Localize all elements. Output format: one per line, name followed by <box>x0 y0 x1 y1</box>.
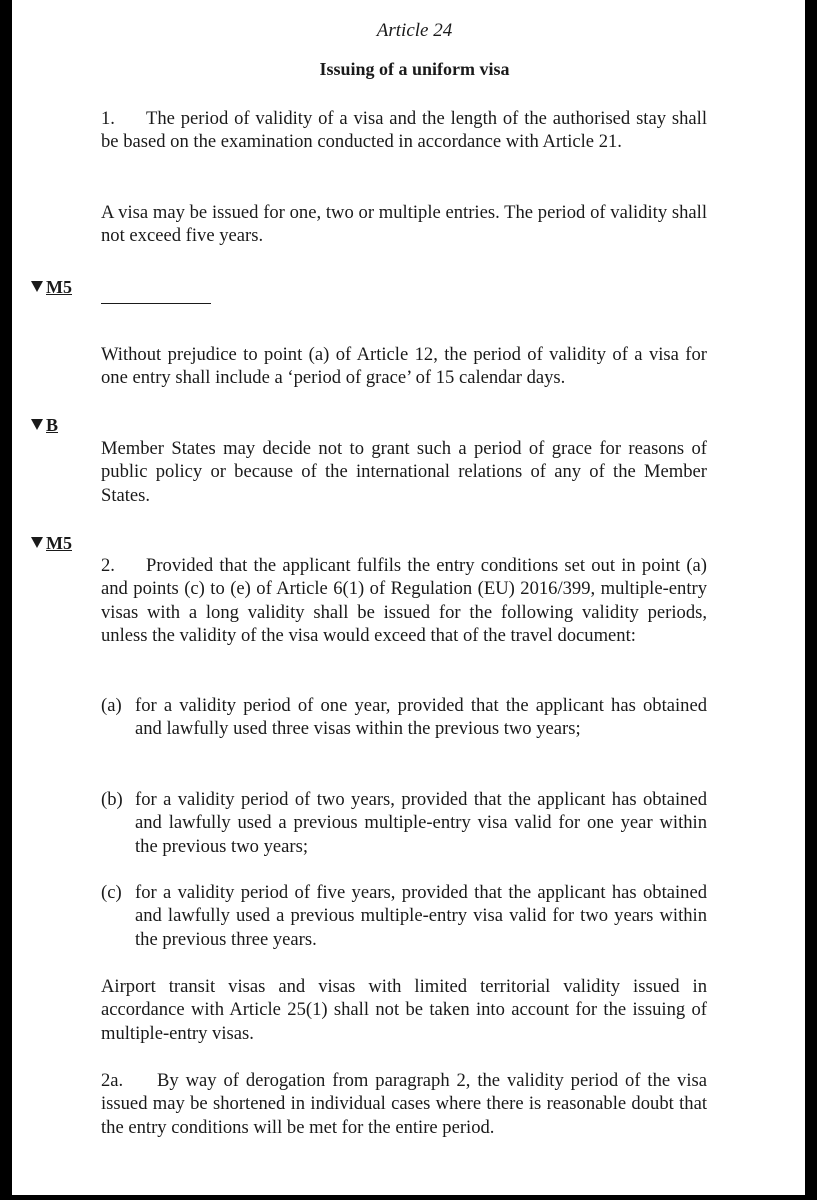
amendment-marker-m5 <box>31 532 72 554</box>
paragraph-2-text: Provided that the applicant fulfils the entry conditions set out in point (a) and points (c) to (e) of Article 6(1) of Regulation (EU) 2016/399, multiple-entry visas with a long validity shall be issued for the following validity periods, unless the validity of the visa would exceed that of the travel document: <box>101 555 707 647</box>
document-page <box>12 0 805 1195</box>
paragraph-1-number: 1. <box>101 108 115 129</box>
list-item-label: (b) <box>101 789 123 810</box>
marker-code: B <box>46 415 59 435</box>
member-states-paragraph: Member States may decide not to grant such a period of grace for reasons of public policy or because of the international relations of any of the Member States. <box>101 438 707 506</box>
list-item-text: for a validity period of five years, provided that the applicant has obtained and lawfully used a previous multiple-entry visa valid for two years within the previous three years. <box>135 882 707 950</box>
paragraph-1 <box>101 107 707 154</box>
list-item-text: for a validity period of one year, provided that the applicant has obtained and lawfully used three visas within the previous two years; <box>135 695 707 740</box>
airport-transit-paragraph: Airport transit visas and visas with limited territorial validity issued in accordance with Article 25(1) shall not be taken into account for the issuing of multiple-entry visas. <box>101 976 707 1044</box>
list-item <box>101 788 707 858</box>
marker-triangle-icon <box>31 419 43 430</box>
paragraph-2a-number: 2a. <box>101 1070 124 1091</box>
list-item <box>101 881 707 951</box>
paragraph-2a-text: By way of derogation from paragraph 2, the validity period of the visa issued may be shortened in individual cases where there is reasonable doubt that the entry conditions will be met for the entire period. <box>101 1070 707 1138</box>
grace-paragraph: Without prejudice to point (a) of Article 12, the period of validity of a visa for one entry shall include a ‘period of grace’ of 15 calendar days. <box>101 344 707 389</box>
paragraph-2a <box>101 1069 707 1139</box>
paragraph-2 <box>101 554 707 648</box>
marker-triangle-icon <box>31 281 43 292</box>
marker-code: M5 <box>46 277 72 297</box>
paragraph-1-text: The period of validity of a visa and the length of the authorised stay shall be based on the examination conducted in accordance with Article 21. <box>101 108 707 153</box>
list-item <box>101 694 707 741</box>
amendment-marker-m5 <box>31 276 72 298</box>
marker-code: M5 <box>46 533 72 553</box>
list-item-text: for a validity period of two years, provided that the applicant has obtained and lawfully used a previous multiple-entry visa valid for one year within the previous two years; <box>135 789 707 857</box>
paragraph-1-second: A visa may be issued for one, two or multiple entries. The period of validity shall not exceed five years. <box>101 202 707 247</box>
article-title: Issuing of a uniform visa <box>319 59 510 79</box>
list-item-label: (a) <box>101 695 122 716</box>
marker-triangle-icon <box>31 537 43 548</box>
deleted-text-rule <box>101 303 211 304</box>
article-number: Article 24 <box>376 20 453 41</box>
list-item-label: (c) <box>101 882 122 903</box>
paragraph-2-number: 2. <box>101 555 115 576</box>
amendment-marker-b <box>31 414 58 436</box>
